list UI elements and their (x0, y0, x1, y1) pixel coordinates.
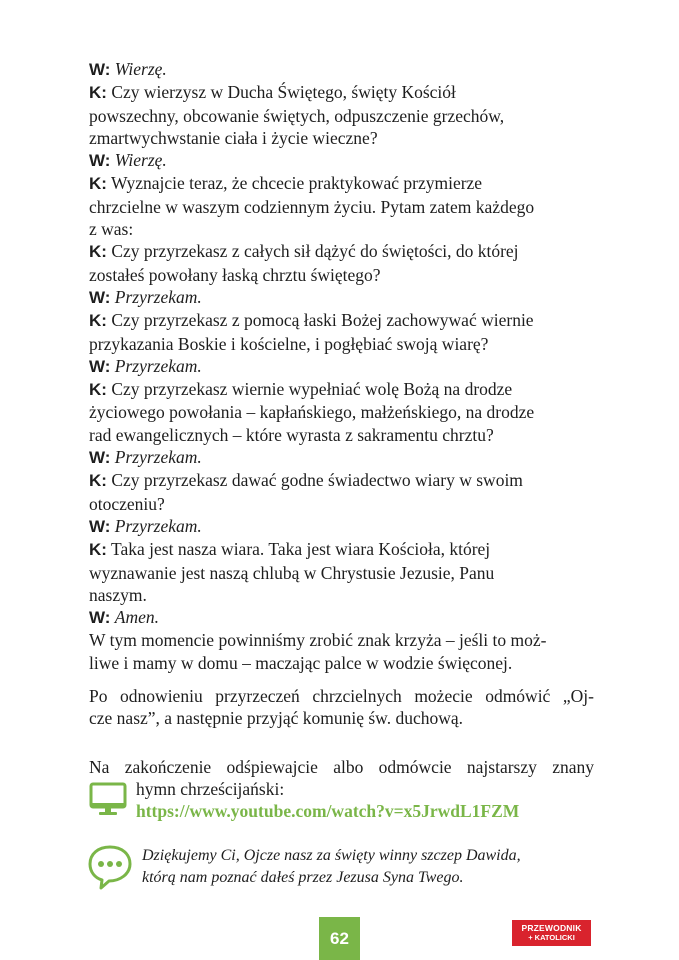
dialogue-line (89, 401, 594, 423)
line-text: otoczeniu? (89, 493, 165, 514)
dialogue-line (89, 149, 594, 172)
dialogue-line (89, 355, 594, 378)
line-text: Czy przyrzekasz z całych sił dążyć do świętości, do której (111, 241, 519, 262)
line-text: chrzcielne w waszym codziennym życiu. Pytam zatem każdego (89, 196, 535, 217)
publisher-logo (512, 920, 591, 946)
line-text: Czy przyrzekasz dawać godne świadectwo wiary w swoim (111, 470, 523, 491)
dialogue-block (89, 58, 594, 674)
speaker-label: W: (89, 287, 111, 307)
line-text: W tym momencie powinniśmy zrobić znak krzyża – jeśli to moż- (89, 630, 547, 651)
dialogue-line (89, 538, 594, 561)
speaker-label: W: (89, 151, 111, 171)
speaker-label: K: (89, 540, 107, 560)
speaker-label: K: (89, 380, 107, 400)
dialogue-line (89, 264, 594, 286)
dialogue-line (89, 446, 594, 469)
paragraph-line: cze nasz”, a następnie przyjąć komunię św. duchową. (89, 708, 463, 729)
line-text: Wierzę. (114, 150, 167, 171)
speaker-label: K: (89, 311, 107, 331)
line-text: zmartwychwstanie ciała i życie wieczne? (89, 127, 378, 148)
speaker-label: K: (89, 471, 107, 491)
speaker-label: W: (89, 516, 111, 536)
line-text: Przyrzekam. (114, 515, 202, 536)
logo-line: PRZEWODNIK (521, 923, 582, 933)
hymn-label: hymn chrześcijański: (136, 779, 285, 799)
dialogue-line (89, 515, 594, 538)
speaker-label: W: (89, 608, 111, 628)
line-text: Taka jest nasza wiara. Taka jest wiara Kościoła, której (111, 539, 491, 560)
dialogue-line (89, 196, 594, 218)
page-number: 62 (319, 917, 360, 960)
dialogue-line (89, 469, 594, 492)
dialogue-line (89, 606, 594, 629)
dialogue-line (89, 172, 594, 195)
prayer-text (142, 845, 602, 889)
dialogue-line (89, 652, 594, 674)
logo-line: + KATOLICKI (528, 933, 575, 942)
dialogue-line (89, 562, 594, 584)
prayer-line: Dziękujemy Ci, Ojcze nasz za święty winny szczep Dawida, (142, 847, 521, 864)
line-text: zostałeś powołany łaską chrztu świętego? (89, 264, 381, 285)
speaker-label: K: (89, 83, 107, 103)
line-text: Amen. (114, 607, 160, 628)
dialogue-line (89, 286, 594, 309)
dialogue-line (89, 81, 594, 104)
speaker-label: W: (89, 356, 111, 376)
dialogue-line (89, 584, 594, 606)
speaker-label: K: (89, 242, 107, 262)
speaker-label: K: (89, 174, 107, 194)
paragraph-line: Po odnowieniu przyrzeczeń chrzcielnych możecie odmówić „Oj- (89, 686, 594, 706)
line-text: z was: (89, 219, 134, 240)
paragraph-communion (89, 685, 594, 730)
line-text: przykazania Boskie i kościelne, i pogłębiać swoją wiarę? (89, 333, 489, 354)
line-text: Przyrzekam. (114, 286, 202, 307)
dialogue-line (89, 424, 594, 446)
prayer-line: którą nam poznać dałeś przez Jezusa Syna Twego. (142, 869, 464, 886)
dialogue-line (89, 629, 594, 651)
line-text: Przyrzekam. (114, 447, 202, 468)
line-text: Czy przyrzekasz z pomocą łaski Bożej zachowywać wiernie (111, 310, 534, 331)
speaker-label: W: (89, 448, 111, 468)
line-text: Wierzę. (114, 59, 167, 79)
line-text: wyznawanie jest naszą chlubą w Chrystusie Jezusie, Panu (89, 562, 495, 583)
line-text: Przyrzekam. (114, 355, 202, 376)
hymn-link[interactable]: https://www.youtube.com/watch?v=x5JrwdL1FZM (136, 801, 520, 821)
dialogue-line (89, 493, 594, 515)
line-text: naszym. (89, 584, 147, 605)
dialogue-line (89, 58, 594, 81)
line-text: Czy przyrzekasz wiernie wypełniać wolę Bożą na drodze (111, 379, 513, 400)
closing-paragraph: Na zakończenie odśpiewajcie albo odmówcie najstarszy znany (89, 757, 594, 777)
line-text: Czy wierzysz w Ducha Świętego, święty Kościół (111, 82, 456, 103)
dialogue-line (89, 240, 594, 263)
line-text: liwe i mamy w domu – maczając palce w wodzie święconej. (89, 652, 513, 673)
computer-monitor-icon (89, 781, 127, 824)
line-text: życiowego powołania – kapłańskiego, małżeńskiego, na drodze (89, 402, 535, 423)
dialogue-line (89, 127, 594, 149)
dialogue-line (89, 309, 594, 332)
dialogue-line (89, 218, 594, 240)
line-text: rad ewangelicznych – które wyrasta z sakramentu chrztu? (89, 424, 494, 445)
line-text: Wyznajcie teraz, że chcecie praktykować przymierze (111, 173, 483, 194)
dialogue-line (89, 333, 594, 355)
line-text: powszechny, obcowanie świętych, odpuszczenie grzechów, (89, 105, 505, 126)
speaker-label: W: (89, 60, 111, 79)
speech-bubble-icon (87, 844, 133, 895)
dialogue-line (89, 378, 594, 401)
dialogue-line (89, 105, 594, 127)
